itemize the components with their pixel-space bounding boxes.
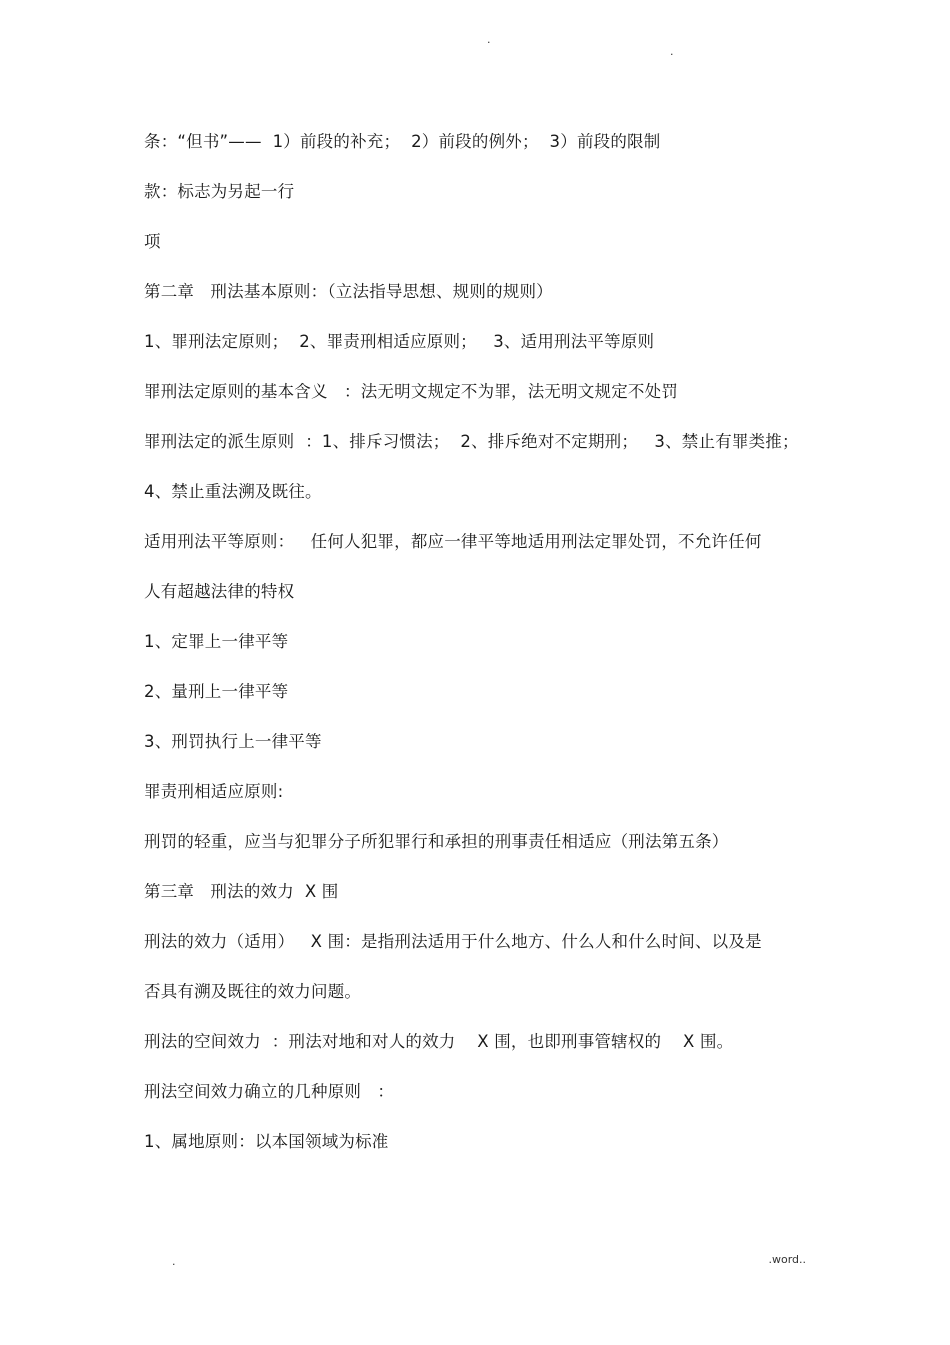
text-line: 刑法的效力（适用） X 围：是指刑法适用于什么地方、什么人和什么时间、以及是: [144, 932, 762, 951]
text-line: 3、刑罚执行上一律平等: [144, 732, 322, 751]
footer-word-mark: .word..: [768, 1253, 806, 1266]
text-line: 款：标志为另起一行: [144, 182, 295, 201]
header-dot-right: .: [670, 45, 674, 58]
text-line: 4、禁止重法溯及既往。: [144, 482, 322, 501]
text-line: 1、属地原则：以本国领域为标准: [144, 1132, 389, 1151]
text-line: 罪责刑相适应原则:: [144, 782, 284, 801]
text-line: 第三章 刑法的效力 X 围: [144, 882, 339, 901]
text-line: 罪刑法定原则的基本含义 ：法无明文规定不为罪，法无明文规定不处罚: [144, 382, 679, 401]
text-line: 适用刑法平等原则： 任何人犯罪，都应一律平等地适用刑法定罪处罚，不允许任何: [144, 532, 762, 551]
text-line: 条：“但书”—— 1）前段的补充； 2）前段的例外； 3）前段的限制: [144, 132, 661, 151]
text-line: 项: [144, 232, 161, 251]
header-dot-left: .: [487, 33, 491, 46]
text-line: 第二章 刑法基本原则：（立法指导思想、规则的规则）: [144, 282, 553, 301]
text-line: 1、定罪上一律平等: [144, 632, 289, 651]
text-line: 1、罪刑法定原则； 2、罪责刑相适应原则； 3、适用刑法平等原则: [144, 332, 655, 351]
text-line: 刑法的空间效力 ：刑法对地和对人的效力 X 围，也即刑事管辖权的 X 围。: [144, 1032, 734, 1051]
text-line: 罪刑法定的派生原则 ：1、排斥习惯法； 2、排斥绝对不定期刑； 3、禁止有罪类推；: [144, 432, 799, 451]
text-line: 否具有溯及既往的效力问题。: [144, 982, 362, 1001]
text-line: 刑法空间效力确立的几种原则 ：: [144, 1082, 395, 1101]
text-line: 人有超越法律的特权: [144, 582, 295, 601]
text-line: 刑罚的轻重，应当与犯罪分子所犯罪行和承担的刑事责任相适应（刑法第五条）: [144, 832, 729, 851]
footer-dot: .: [172, 1255, 176, 1268]
text-line: 2、量刑上一律平等: [144, 682, 289, 701]
